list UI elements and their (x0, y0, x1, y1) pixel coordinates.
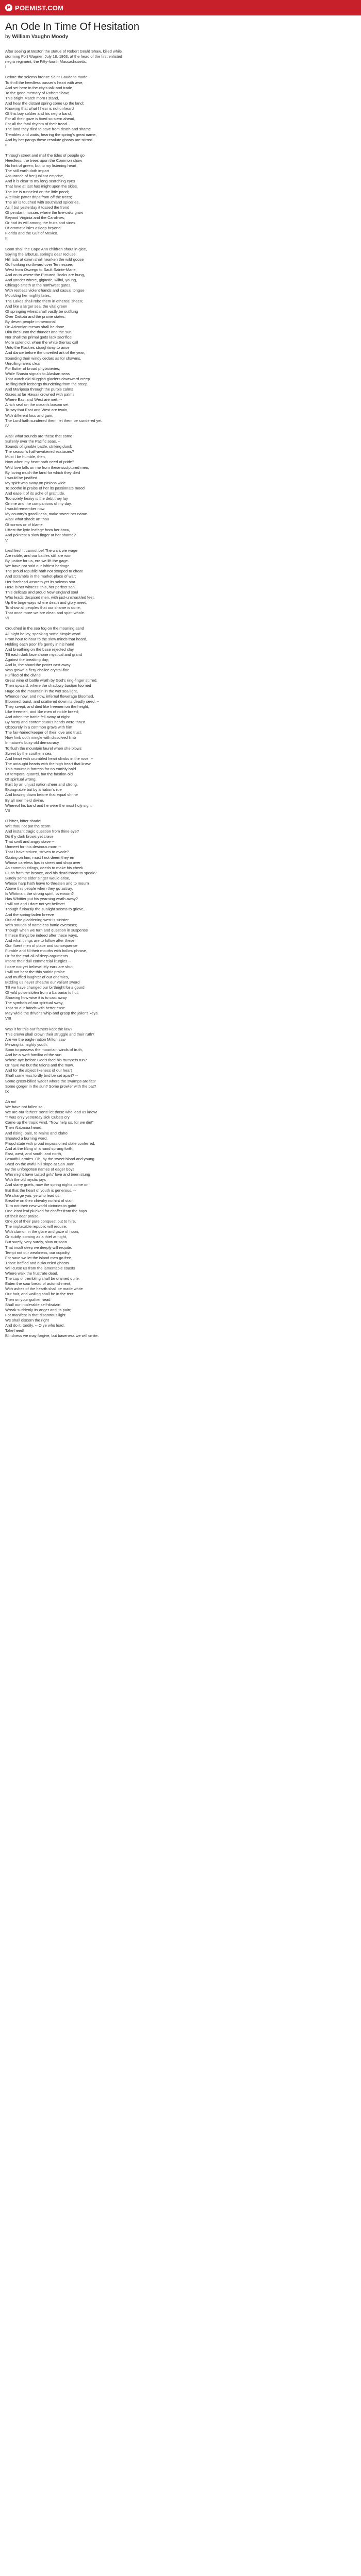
poem-line: The implacable republic will require; (5, 1224, 67, 1229)
poem-line: Beyond Virginia and the Carolines, (5, 215, 65, 220)
poem-line: With different loss and gain: (5, 413, 53, 418)
poem-line: O bitter, bitter shade! (5, 818, 42, 823)
poem-line: Sounds of ignoble battle, striking dumb (5, 444, 73, 449)
poem-line: And for the abject likeness of our heart (5, 1068, 72, 1073)
poem-line: And hear the distant spring come up the land; (5, 100, 84, 106)
poem-line: That once more we are clean and spirit-whole. (5, 611, 85, 616)
poem-line: No hint of green; but to my listening heart (5, 163, 77, 168)
poem-line: Unto the Rockies straightway to arise (5, 345, 70, 350)
poem-line: VIII (5, 1016, 11, 1021)
poem-line: The air is touched with southland spiceries, (5, 199, 80, 205)
poem-line: Of sorrow or of blame (5, 522, 43, 527)
poem-line: Where aye before God's face his trumpets run? (5, 1058, 87, 1063)
poem-line: I would be justified. (5, 475, 39, 480)
poem-line: Now when my heart hath need of pride? (5, 460, 74, 465)
poem-line: Whereof his band and he were the most holy sign. (5, 803, 92, 808)
poem-line: By hasty and contemptuous hands were thrust (5, 720, 86, 725)
poem-line: And rising, pale, to Maine and Idaho (5, 1130, 68, 1136)
poem-line: Liftest the lyric leafage from her brow, (5, 527, 70, 532)
poem-line (5, 814, 356, 819)
poem-line: The Lakes shall robe them in ethereal sheen; (5, 298, 84, 303)
site-logo[interactable] (5, 4, 63, 12)
poem-line: The cup of trembling shall be drained quite, (5, 1276, 80, 1281)
poem-line: Whose careless lips in street and shop aver (5, 860, 80, 865)
poem-line: Alas! what sounds are these that come (5, 433, 73, 438)
poem-line: Sullenly over the Pacific seas, -- (5, 439, 61, 444)
poem-line: Soon shall the Cape Ann children shout in glee, (5, 246, 87, 251)
poem-line: Whose harp hath leave to threaten and to mourn (5, 881, 89, 886)
poem-line: And do it, tardily. -- O ye who lead, (5, 1323, 65, 1328)
poem-line: Shed on the awful hill slope at San Juan, (5, 1162, 76, 1167)
poem-line (5, 1094, 356, 1099)
poem-line: Tempt not our weakness, our cupidity! (5, 1250, 71, 1255)
poem-line: Ah no! (5, 1099, 17, 1104)
poem-line: Trembles and waits, hearing the spring's great name, (5, 132, 97, 137)
poem-line: Or subtly, coming as a thief at night, (5, 1234, 67, 1240)
poem-line: By justice for us, ere we lift the gage. (5, 558, 69, 564)
poem-line: To thrill the heedless passer's heart with awe, (5, 80, 84, 85)
poem-line: storming Fort Wagner, July 18, 1863, at the head of the first enlisted (5, 54, 122, 59)
poem-line: And lo, the shard the potter cast away (5, 663, 71, 668)
poem-line: To fling their icebergs thundering from the steep, (5, 382, 89, 386)
poem-line: Chicago sitteth at the northwest gates, (5, 283, 72, 288)
poem-line: VI (5, 616, 9, 621)
poem-line: And starry griefs, now the spring nights come on, (5, 1182, 90, 1188)
poem-line: And scramble in the market-place of war; (5, 574, 76, 579)
poem-line: Blindness we may forgive, but baseness we will smite. (5, 1333, 99, 1338)
poem-line: And set here in the city's talk and trade (5, 85, 72, 90)
poem-line: And be a swift familiar of the sun (5, 1053, 62, 1058)
poem-line: Surely some elder singer would arise, (5, 875, 70, 880)
poem-line: negro regiment, the Fifty-fourth Massachusetts. (5, 59, 87, 64)
poem-line: While Shasta signals to Alaskan seas (5, 371, 70, 376)
poem-line: And at the lifting of a hand sprang forth, (5, 1146, 74, 1151)
poem-line: For all the fatal rhythm of their tread. (5, 122, 68, 127)
poem-line: I will not and I dare not yet believe! (5, 902, 65, 907)
poem-line: Dim rites unto the thunder and the sun; (5, 330, 73, 335)
poem-line: Or had its will among the fruits and vines (5, 221, 75, 226)
poem-line: But that the heart of youth is generous, -- (5, 1188, 76, 1193)
poem-line: III (5, 236, 9, 241)
poem-line: Above this people when they go astray. (5, 886, 73, 891)
poem-line: Showing how wise it is to cast away (5, 995, 67, 1001)
poem-line: By loving much the land for which they died (5, 470, 80, 475)
poem-line: And yonder where, gigantic, wilful, young, (5, 278, 77, 283)
poem-line: Crouched in the sea fog on the moaning sand (5, 626, 84, 631)
poem-line: Go honking northward over Tennessee; (5, 262, 73, 267)
poem-line: Unmeet for this desirous morn -- (5, 844, 61, 850)
poem-line: The symbols of our spiritual sway, (5, 1001, 64, 1006)
poem-line: Florida and the Gulf of Mexico. (5, 231, 58, 236)
poem-line: Where walk the frustrate dead. (5, 1271, 58, 1276)
poem-line: East, west, and south, and north, (5, 1151, 62, 1156)
poem-line: Sweet by the southern sea, (5, 751, 53, 756)
poem-line: For save we let the island men go free, (5, 1255, 73, 1260)
poem-line: The fair-haired keeper of their love and trust. (5, 730, 82, 735)
poem-line: And on to where the Pictured Rocks are hung, (5, 273, 85, 278)
main-content (0, 15, 361, 1338)
poem-line: Shall our intolerable self-disdain (5, 1302, 60, 1307)
poem-line: Of wild pulse stolen from a barbarian's hut; (5, 990, 79, 995)
poem-line: We shall discern the right (5, 1317, 49, 1323)
poem-line (5, 241, 356, 246)
poem-line: Take heed! (5, 1328, 24, 1333)
poem-line: Turn not their new-world victories to gain! (5, 1203, 76, 1208)
poem-line: That watch old sluggish glaciers downward creep (5, 376, 90, 381)
poem-line: With sounds of nameless battle overseas; (5, 922, 77, 927)
poem-line: By all men held divine, (5, 798, 44, 803)
poem-line: To flush the mountain laurel when she blows (5, 745, 82, 751)
poem-line: Of temporal quarrel, but the bastion old (5, 772, 73, 777)
poem-line: 'T was only yesterday sick Cuba's cry (5, 1115, 70, 1120)
poem-line: VII (5, 808, 10, 813)
poem-line: Till we have changed our birthright for a gourd (5, 985, 85, 990)
poem-line: As if but yesterday it tossed the frond (5, 205, 70, 210)
poem-line: V (5, 537, 8, 543)
poem-line: The season's half-awakened ecstasies? (5, 449, 74, 454)
poem-line: On Arizonian mesas shall be done (5, 324, 64, 329)
site-header (0, 0, 361, 15)
poem-line: If these things be indeed after these ways, (5, 933, 78, 938)
poem-line: Shouted a burning word. (5, 1136, 48, 1141)
poem-line: Has Whittier put his yearning wrath away? (5, 896, 78, 902)
poem-line: In nature's busy old democracy (5, 740, 59, 745)
poem-line: We have not fallen so. (5, 1105, 44, 1110)
poem-line: I dare not yet believe! My ears are shut! (5, 964, 74, 969)
poem-line: Who leads despised men, with just-unshackled feet, (5, 595, 95, 600)
poem-line: Are we the eagle nation Milton saw (5, 1037, 66, 1042)
poem-line (5, 621, 356, 626)
poem-line: For all their gaze is fixed so stern ahead, (5, 116, 75, 122)
poem-line: Nor shall the primal gods lack sacrifice (5, 335, 72, 340)
poem-line: But surely, very surely, slow or soon (5, 1240, 67, 1245)
poem-line: Knowing that what I hear is not unheard (5, 106, 74, 111)
poem-line: Intone their dull commercial liturgies -- (5, 959, 71, 964)
poem-line: Our hair, and wailing shall be in the tent; (5, 1292, 75, 1297)
poem-line: Now limb doth mingle with dissolved limb (5, 735, 76, 740)
poem-line: Built by an unjust nation sheer and strong, (5, 782, 78, 787)
poem-line: We charge you, ye who lead us, (5, 1193, 61, 1198)
poem-line: One jot of their pure conquest put to hire, (5, 1219, 76, 1224)
poem-line: Eaten the sour bread of astonishment, (5, 1281, 71, 1286)
poem-line: Beautiful armies. Oh, by the sweet blood and young (5, 1156, 94, 1161)
poem-line: All night he lay, speaking some simple word (5, 631, 80, 636)
poem-line: Then on your guiltier head (5, 1297, 51, 1302)
poem-line: One least leaf plucked for chaffer from the bays (5, 1208, 87, 1213)
poem-line: Of aromatic isles asleep beyond (5, 226, 61, 231)
poem-line: The untaught hearts with the high heart that knew (5, 761, 91, 766)
poem-line: Of pendant mosses where the live-oaks grow (5, 210, 84, 215)
poem-line: Against the breaking day; (5, 657, 50, 662)
poem-line: Wild love falls on me from these sculptured men; (5, 465, 89, 470)
author-name[interactable]: William Vaughn Moody (12, 34, 69, 40)
poem-line: That love at last has might upon the skies. (5, 184, 78, 189)
poem-line: Wreak suddenly its anger and its pain; (5, 1307, 71, 1312)
poem-line: Breathe on their chivalry no hint of stain! (5, 1198, 75, 1203)
poem-line: Out of the gladdening west is sinister (5, 917, 69, 922)
poem-line: Heedless; the trees upon the Common show (5, 158, 82, 163)
poem-line: Our fluent men of place and consequence (5, 943, 78, 948)
poem-line: By desert people immemorial (5, 319, 56, 324)
poem-line: Or have we but the talons and the maw, (5, 1063, 74, 1068)
poem-line: Though furiously the sunlight seems to grieve, (5, 907, 85, 912)
poem-line: To the good memory of Robert Shaw, (5, 90, 70, 95)
poem-line: Do thy dark brows yet crave (5, 834, 54, 839)
poem-line: On me and the companions of my day. (5, 501, 72, 506)
poem-line: And bowing down before that equal shrine (5, 792, 78, 798)
poem-line: From hour to hour to the slow minds that heard, (5, 636, 87, 641)
poem-line: Up the large ways where death and glory meet, (5, 600, 87, 605)
poem-line: Will curse us from the lamentable coasts (5, 1265, 75, 1270)
poem-line: A telltale patter drips from off the trees; (5, 194, 72, 199)
poem-line: We have not sold our loftiest heritage. (5, 564, 71, 569)
poem-line: May wield the driver's whip and grasp the jailer's keys. (5, 1011, 99, 1016)
poem-line: And when the battle fell away at night (5, 715, 70, 719)
poem-line: Must I be humble, then, (5, 454, 46, 460)
poem-line (5, 543, 356, 548)
poem-line: Fumble and fill their mouths with hollow phrase, (5, 948, 87, 954)
poem-line: And heart with crumbled heart climbs in the rose: -- (5, 756, 93, 761)
poem-line: Flush from the bronze, and his dead throat to speak? (5, 870, 97, 875)
poem-line: This bright March morn I stand, (5, 95, 59, 100)
poem-line: IV (5, 423, 9, 428)
poem-line: And like a larger sea, the vital green (5, 303, 68, 309)
poem-line: Too sorely heavy is the debt they lay (5, 496, 68, 501)
poem-line: And by her pangs these resolute ghosts are stirred. (5, 137, 94, 142)
poem-line: Great wine of battle wrath by God's ring-finger stirred. (5, 678, 97, 683)
poem-line: Unrolling rivers clear (5, 361, 41, 366)
poem-line: Are noble, and our battles still are won (5, 553, 72, 558)
poem-line: I (5, 64, 7, 70)
poem-line: With clamor, in the glare and gaze of noon, (5, 1229, 79, 1234)
poem-line: By the unforgotten names of eager boys (5, 1167, 75, 1172)
poem-line: Till each dark face shone mystical and grand (5, 652, 83, 657)
poem-body (5, 49, 356, 1338)
poem-line: I would remember now (5, 506, 45, 512)
poem-line: To say that East and West are twain, (5, 408, 69, 413)
poem-line: With restless violent hands and casual tongue (5, 288, 85, 293)
poem-line: And what things are to follow after these, (5, 938, 76, 943)
poem-title: An Ode In Time Of Hesitation (5, 21, 140, 32)
poem-line: Proud state with proud impassioned state conferred, (5, 1141, 95, 1146)
poem-line: Assurance of her jubilant emprise, (5, 174, 64, 179)
poem-line: Or for the end-all of deep arguments (5, 954, 68, 959)
logo-mark-icon: P (5, 4, 12, 11)
poem-line: Here is her witness: this, her perfect son, (5, 584, 76, 589)
poem-line: Fulfilled of the divine (5, 673, 41, 678)
poem-line: The proud republic hath not stooped to cheat (5, 569, 83, 574)
poem-line: Expugnable but by a nation's rue (5, 787, 62, 792)
poem-line: Alas! what shade art thou (5, 517, 50, 522)
poem-line: Whence now, and now, infernal flowerage bloomed, (5, 693, 94, 699)
poem-line: Of their dear praise, (5, 1214, 40, 1218)
poem-line: Soon to possess the mountain winds of truth, (5, 1047, 83, 1052)
poem-line: We are our fathers' sons: let those who lead us know! (5, 1110, 97, 1115)
poem-line: This mountain fortress for no earthly hold (5, 766, 76, 771)
poem-line (5, 70, 356, 75)
byline-prefix: by (5, 34, 11, 40)
poem-line: That I have striven, striven to evade? (5, 850, 69, 855)
poem-line: After seeing at Boston the statue of Robert Gould Shaw, killed while (5, 49, 122, 54)
poem-line: Of springing wheat shall vastly be outflung (5, 309, 78, 314)
poem-line: Wilt thou not put the scorn (5, 823, 51, 828)
poem-line: The Lord hath sundered them; let them be sundered yet. (5, 418, 103, 423)
poem-line: And the spring-laden breeze (5, 912, 54, 917)
poem-line: And dance before the unveiled ark of the year, (5, 350, 85, 355)
poem-line: Then upward, where the shadowy bastion loomed (5, 683, 91, 688)
poem-line: Her forehead weareth yet its solemn star. (5, 579, 76, 584)
poem-line: And pointest a slow finger at her shame? (5, 532, 76, 537)
poem-line: To show all peoples that our shame is done, (5, 605, 81, 611)
poem-line: Huge on the mountain in the wet sea light, (5, 688, 78, 693)
poem-line: Over Dakota and the prairie states. (5, 314, 66, 319)
poem-line (5, 148, 356, 153)
poem-line: That insult deep we deeply will requite. (5, 1245, 72, 1250)
poem-line: Obscurely in a common grave with him (5, 725, 73, 730)
poem-line: The still earth doth impart (5, 168, 50, 174)
poem-line: Came up the tropic wind, "Now help us, for we die!" (5, 1120, 94, 1125)
poem-line: Mewing its mighty youth, (5, 1042, 48, 1047)
poem-line: Those baffled and dislaureled ghosts (5, 1260, 69, 1265)
poem-line: II (5, 142, 8, 147)
poem-line: Sounding their windy cedars as for shawms, (5, 355, 81, 361)
poem-line: My country's goodliness, make sweet her name. (5, 512, 88, 517)
poem-line: For flutter of broad phylacteries; (5, 366, 60, 371)
poem-line: My spirit was away on pinions wide (5, 480, 66, 485)
poem-line: Shall some less lordly bird be set apart? -- (5, 1073, 78, 1078)
poem-line: To soothe in praise of her its passionate mood (5, 485, 85, 490)
byline (5, 34, 356, 40)
poem-line: This crown shall crown their struggle and their ruth? (5, 1031, 94, 1037)
poem-line: Some gorger in the sun? Some prowler with the bat? (5, 1083, 96, 1089)
poem-line: And instant tragic question from thine eye? (5, 829, 79, 834)
poem-line: A rich seal on the ocean's bosom set (5, 402, 69, 408)
poem-line: That swift and angry stave -- (5, 839, 55, 844)
poem-line: Was grown a fiery chalice crystal-fine (5, 668, 70, 673)
poem-line: And Mariposa through the purple calms (5, 387, 73, 392)
poem-line: Gazing on him, must I not deem they err (5, 855, 75, 860)
poem-line: And it is clear to my long-searching eyes (5, 179, 75, 184)
poem-line: And ease it of its ache of gratitude. (5, 490, 65, 496)
poem-line: Gazes at far Hawaii crowned with palms (5, 392, 75, 397)
poem-line: Bidding us never sheathe our valiant sword (5, 979, 80, 985)
poem-line: They swept, and died like freemen on the height, (5, 704, 89, 709)
poem-line: As common tidings, deeds to make his cheek (5, 865, 84, 870)
poem-line: Who might have tasted girls' love and been stung (5, 1172, 90, 1177)
poem-line: More splendid, when the white Sierras call (5, 340, 78, 345)
poem-line: With the old mystic joys (5, 1177, 46, 1182)
poem-line (5, 1022, 356, 1027)
poem-line: And muffled laughter of our enemies, (5, 974, 69, 979)
poem-line: West from Oswego to Sault Sainte-Marie, (5, 267, 77, 272)
poem-line: Moulding her mighty fates, (5, 293, 51, 298)
poem-line: IX (5, 1089, 9, 1094)
poem-line: Is Whitman, the strong spirit, overworn? (5, 891, 74, 896)
poem-line: Lies! lies! It cannot be! The wars we wage (5, 548, 77, 553)
poem-line: Before the solemn bronze Saint Gaudens made (5, 75, 88, 80)
poem-line: The land they died to save from death and shame (5, 127, 91, 132)
poem-line: Through street and mall the tides of people go (5, 152, 85, 158)
poem-line: Bloomed, burst, and scattered down its deadly seed, -- (5, 699, 100, 704)
poem-line: Spying the arbutus, spring's dear recluse; (5, 251, 77, 257)
poem-line (5, 429, 356, 434)
poem-line: I will not hear the thin satiric praise (5, 969, 65, 974)
poem-line: Though when we turn and question in suspense (5, 927, 88, 933)
poem-line: Like freemen, and like men of noble breed; (5, 709, 79, 714)
poem-line: With ashes of the hearth shall be made white (5, 1286, 83, 1292)
logo-text: POEMIST.COM (15, 4, 64, 12)
poem-line: For manifest in that disastrous light (5, 1312, 66, 1317)
poem-line: Holding each poor life gently in his hand (5, 641, 74, 647)
poem-line: And breathing on the base rejected clay (5, 647, 74, 652)
poem-line: The ice is runneled on the little pond; (5, 189, 69, 194)
poem-line: Was it for this our fathers kept the law? (5, 1026, 73, 1031)
poem-line: This delicate and proud New England soul (5, 589, 78, 595)
poem-line: Where East and West are met, -- (5, 397, 62, 402)
poem-line: Then Alabama heard, (5, 1125, 43, 1130)
poem-line: Of this boy soldier and his negro band, (5, 111, 72, 116)
poem-line: Some gross-billed wader where the swamps are fat? (5, 1078, 96, 1083)
poem-line: That so our hands with better ease (5, 1006, 65, 1011)
poem-line: Of spiritual wrong, (5, 777, 37, 782)
poem-line: Hill lads at dawn shall hearken the wild goose (5, 257, 84, 262)
